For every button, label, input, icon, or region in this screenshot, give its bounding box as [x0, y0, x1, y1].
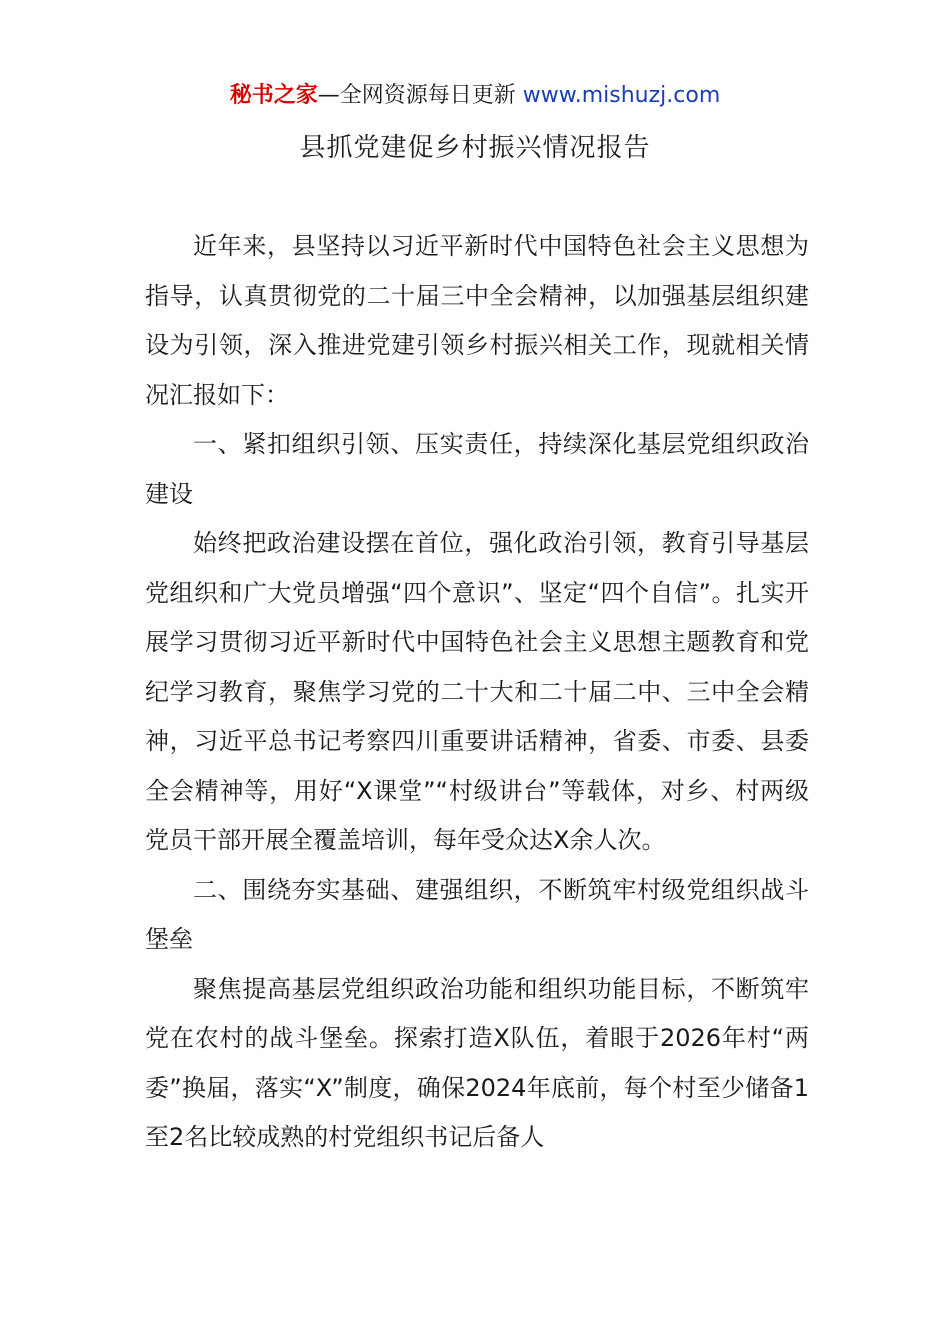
brand-name: 秘书之家	[229, 83, 318, 108]
intro-paragraph: 近年来，县坚持以习近平新时代中国特色社会主义思想为指导，认真贯彻党的二十届三中全会精神，以加强基层组织建设为引领，深入推进党建引领乡村振兴相关工作，现就相关情况汇报如下：	[145, 232, 809, 409]
site-header	[0, 80, 950, 112]
body-paragraph: 聚焦提高基层党组织政治功能和组织功能目标，不断筑牢党在农村的战斗堡垒。探索打造X队伍，着眼于2026年村“两委”换届，落实“X”制度，确保2024年底前，每个村至少储备1至2名比较成熟的村党组织书记后备人	[145, 974, 809, 1151]
section-heading-1: 一、紧扣组织引领、压实责任，持续深化基层党组织政治建设	[145, 430, 809, 508]
section-heading-2: 二、围绕夯实基础、建强组织，不断筑牢村级党组织战斗堡垒	[145, 875, 809, 953]
document-title: 县抓党建促乡村振兴情况报告	[299, 133, 651, 163]
site-url-link[interactable]: www.mishuzj.com	[522, 83, 721, 108]
body-paragraph: 始终把政治建设摆在首位，强化政治引领，教育引导基层党组织和广大党员增强“四个意识”、坚定“四个自信”。扎实开展学习贯彻习近平新时代中国特色社会主义思想主题教育和党纪学习教育，聚焦学习党的二十大和二十届二中、三中全会精神，习近平总书记考察四川重要讲话精神，省委、市委、县委全会精神等，用好“X课堂”“村级讲台”等载体，对乡、村两级党员干部开展全覆盖培训，每年受众达X余人次。	[145, 529, 809, 854]
document-body	[145, 222, 809, 1163]
site-tagline: —全网资源每日更新	[317, 83, 523, 108]
